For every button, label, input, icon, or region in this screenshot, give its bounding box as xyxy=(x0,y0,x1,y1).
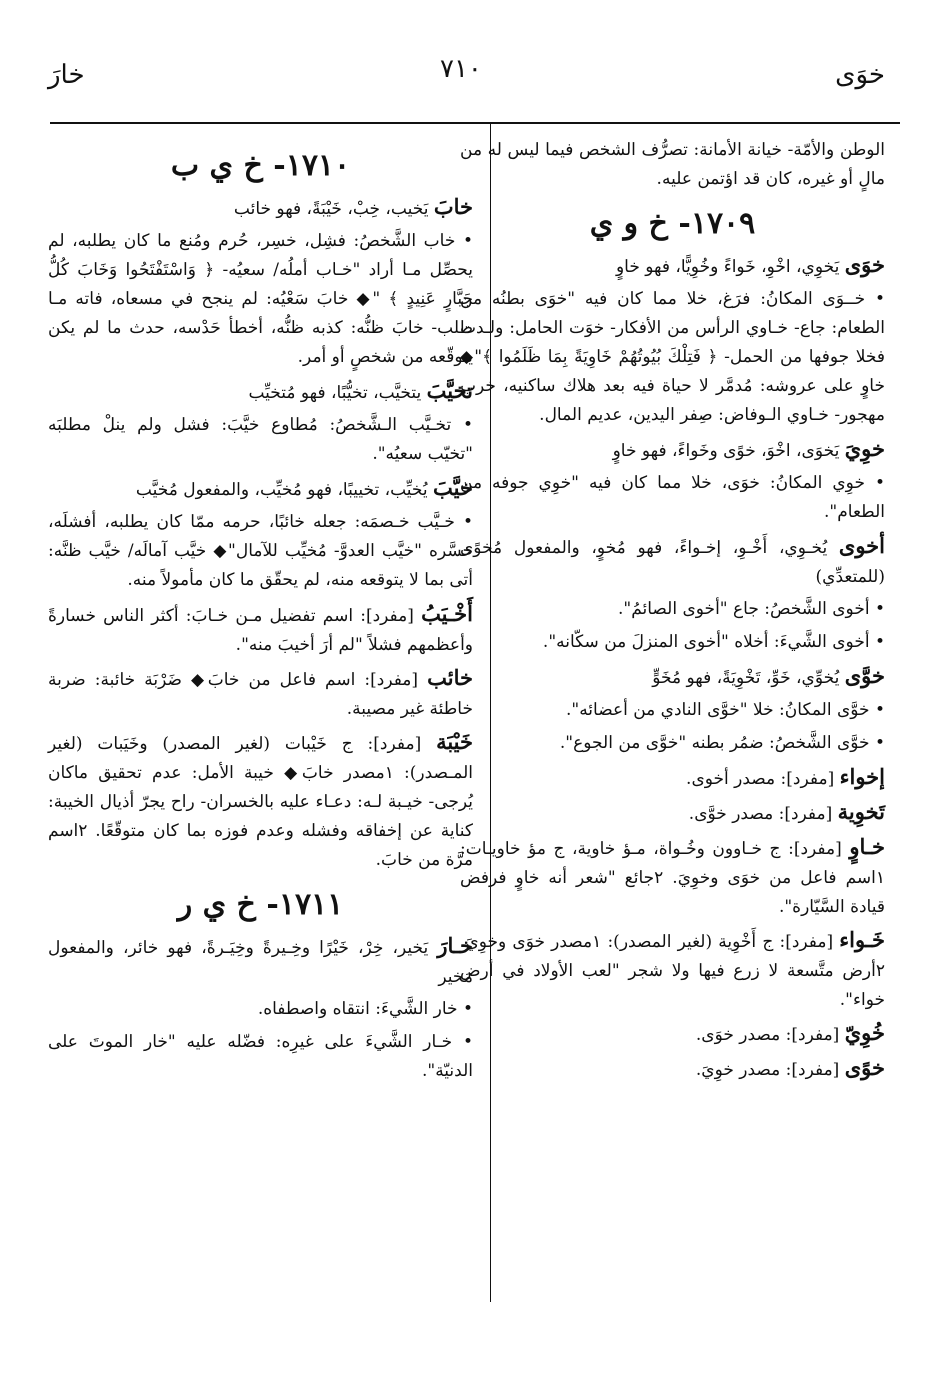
entry-line xyxy=(460,250,885,282)
definition-text: الوطن والأمّة- خيانة الأمانة: تصرُّف الشخص فيما ليس له من مالٍ أو غيره، كان قد اؤتمن عليه. xyxy=(460,140,885,189)
entry-text: يَخيب، خِبْ، خَيْبَةً، فهو خائب xyxy=(233,199,434,219)
header-left-keyword: خارَ xyxy=(48,60,85,90)
headword: أَخْـيَبُ xyxy=(421,601,473,626)
entry-text: [مفرد]: مصدر خوَى. xyxy=(695,1025,845,1045)
header-rule xyxy=(50,122,900,124)
left-column xyxy=(48,136,473,1090)
entry-line xyxy=(460,1018,885,1050)
right-column xyxy=(460,136,885,1088)
entry-line xyxy=(460,531,885,592)
entry-text: [مفرد]: مصدر خوِيَ. xyxy=(695,1060,845,1080)
entry-text: [مفرد]: مصدر خوَّى. xyxy=(688,804,838,824)
definition-text: • خار الشَّيءَ: انتقاه واصطفاه. xyxy=(257,999,473,1019)
headword: تَخوِية xyxy=(837,799,885,824)
entry-text: [مفرد]: ج خـاوون وخُـواة، مـؤ خاوية، ج مؤ خاويـات: ١اسم فاعل من خوَى وخوِيَ. ٢جائع "شعر أنه خاوٍ فرفض قيادة السَّيّارة". xyxy=(460,839,885,917)
root-title: ١٧٠٩- خ و ي xyxy=(589,206,756,241)
definition-text: • أخوى الشَّخصُ: جاع "أخوى الصائمُ". xyxy=(617,599,885,619)
headword: خوِيَ xyxy=(844,436,885,461)
entry-text: يَخير، خِرْ، خَيْرًا وخِـيرةً وخِيَـرةً، فهو خائر، والمفعول مَخير xyxy=(48,938,473,987)
page-number: ٧١٠ xyxy=(440,54,482,84)
headword: خُوِيّ xyxy=(844,1020,885,1045)
entry-text: [مفرد]: ج أَخْوِية (لغير المصدر): ١مصدر خوَى وخوِيَ. ٢أرض متَّسعة لا زرع فيها ولا شجر "لعب الأولاد في أرض خواء". xyxy=(460,932,885,1010)
headword: تخيَّبَ xyxy=(426,378,473,403)
headword: خائب xyxy=(427,665,473,690)
entry-text: [مفرد]: اسم تفضيل مـن خـابَ: أكثر الناس خسارةً وأعظمهم فشلاً "لم أرَ أخيبَ منه". xyxy=(48,606,473,655)
entry-line xyxy=(460,925,885,1015)
headword: خـارَ xyxy=(437,933,473,958)
entry-line xyxy=(460,661,885,693)
definition-text: • خوَّى المكانُ: خلا "خوَّى النادي من أعضائه". xyxy=(565,700,885,720)
definition-text: • خوَّى الشَّخصُ: ضمُر بطنه "خوَّى من الجوع". xyxy=(559,733,885,753)
entry-line xyxy=(48,727,473,875)
entry-text: يُخـوِي، أَخْـوِ، إخـواءً، فهو مُخوٍ، والمفعول مُخوًى (للمتعدِّي) xyxy=(460,538,885,587)
definition-text: • خاب الشَّخصُ: فشِل، خسِر، حُرم ومُنع ما كان يطلبه، لم يحصِّل مـا أراد "خـاب أملُه/ سعيُه- ﴿ وَاسْتَفْتَحُوا وَخَابَ كُلُّ جَبَّارٍ عَنِيدٍ ﴾ "◆ خابَ سَعْيُه: لم ينجح في مسعاه، فاته مـا طلب- خابَ ظنُّه: كذبه ظنُّه، أخطأ حَدْسه، حدث ما لم يكن يتوقّعه من شخصٍ أو أمر. xyxy=(48,231,473,367)
entry-text: [مفرد]: مصدر أخوى. xyxy=(686,769,840,789)
entry-line xyxy=(48,473,473,505)
entry-line xyxy=(48,931,473,992)
entry-line xyxy=(48,663,473,724)
page-header xyxy=(0,54,933,110)
entry-line xyxy=(460,797,885,829)
entry-text: يَخوِي، اخْوِ، خَواءً وخُوِيًّا، فهو خاوٍ xyxy=(615,257,845,277)
root-title: ١٧١٠- خ ي ب xyxy=(170,148,351,183)
entry-text: يُخيِّب، تخييبًا، فهو مُخيِّب، والمفعول مُخيَّب xyxy=(135,480,434,500)
entry-text: [مفرد]: اسم فاعل من خابَ◆ ضَرْبَة خائبة: ضربة خاطئة غير مصيبة. xyxy=(48,670,473,719)
headword: خَـواء xyxy=(839,927,885,952)
definition-text: • أخوى الشَّيءَ: أخلاه "أخوى المنزلَ من سكّانه". xyxy=(542,632,885,652)
headword: أخوى xyxy=(838,533,885,558)
entry-line xyxy=(48,599,473,660)
entry-line xyxy=(48,192,473,224)
headword: خوَّى xyxy=(844,663,885,688)
definition-text: • تخـيَّب الـشَّخصُ: مُطاوع خيَّبَ: فشل ولم ينلْ مطلبَه "تخيّب سعيُه". xyxy=(48,415,473,464)
header-right-keyword: خوَى xyxy=(835,60,885,90)
entry-line xyxy=(460,832,885,922)
entry-line xyxy=(48,376,473,408)
entry-text: [مفرد]: ج خَيْبات (لغير المصدر) وخَيَبات (لغير المـصدر): ١مصدر خابَ◆ خيبة الأمل: عدم تحقيق ماكان يُرجى- خيـبة لـه: دعـاء عليه بالخسران- راح يجرّ أذيال الخيبة: كناية عن إخفاقه وفشله وعدم فوزه بما كان متوقّعًا. ٢اسم مرَّة من خابَ. xyxy=(48,734,473,870)
definition-text: • خـار الشَّيءَ على غيرِه: فضّله عليه "خار الموتَ على الدنيّة". xyxy=(48,1032,473,1081)
definition-text: • خوِي المكانُ: خوَى، خلا مما كان فيه "خوِي جوفه من الطعام". xyxy=(460,473,885,522)
entry-text: يتخيَّب، تخيُّبًا، فهو مُتخيِّب xyxy=(248,383,427,403)
headword: إخواء xyxy=(839,764,885,789)
entry-text: يُخوِّي، خَوِّ، تَخْوِيَةً، فهو مُخَوٍّ xyxy=(652,668,845,688)
entry-line xyxy=(460,434,885,466)
definition-text: • خــوَى المكانُ: فرَغ، خلا مما كان فيه "خوَى بطنُه من الطعام: جاع- خـاوي الرأس من الأفكار- خوَت الحامل: ولـدت فخلا جوفها من الحمل- ﴿ فَتِلْكَ بُيُوتُهُمْ خَاوِيَةً بِمَا ظَلَمُوا ﴾"◆ خاوٍ على عروشه: مُدمَّر لا حياة فيه بعد هلاك ساكنيه، خرب مهجور- خـاوي الـوفاض: صِفر اليدين، عديم المال. xyxy=(460,289,885,425)
headword: خيَّبَ xyxy=(433,475,473,500)
entry-line xyxy=(460,1053,885,1085)
headword: خوًى xyxy=(844,1055,885,1080)
headword: خـاوٍ xyxy=(849,834,885,859)
root-title: ١٧١١- خ ي ر xyxy=(177,887,344,922)
entry-line xyxy=(460,762,885,794)
headword: خابَ xyxy=(433,194,473,219)
headword: خَيْبَة xyxy=(436,729,473,754)
headword: خوَى xyxy=(844,252,885,277)
entry-text: يَخوَى، اخْوَ، خوًى وخَواءً، فهو خاوٍ xyxy=(612,441,845,461)
definition-text: • خـيَّب خـصمَه: جعله خائبًا، حرمه ممّا كان يطلبه، أفشلَه، خسَّره "خيَّب العدوَّ- مُخيِّب للآمال"◆ خيَّب آمالَه/ خيَّب ظنَّه: أتى بما لا يتوقعه منه، لم يحقّق ما كان مأمولاً منه. xyxy=(48,512,473,590)
